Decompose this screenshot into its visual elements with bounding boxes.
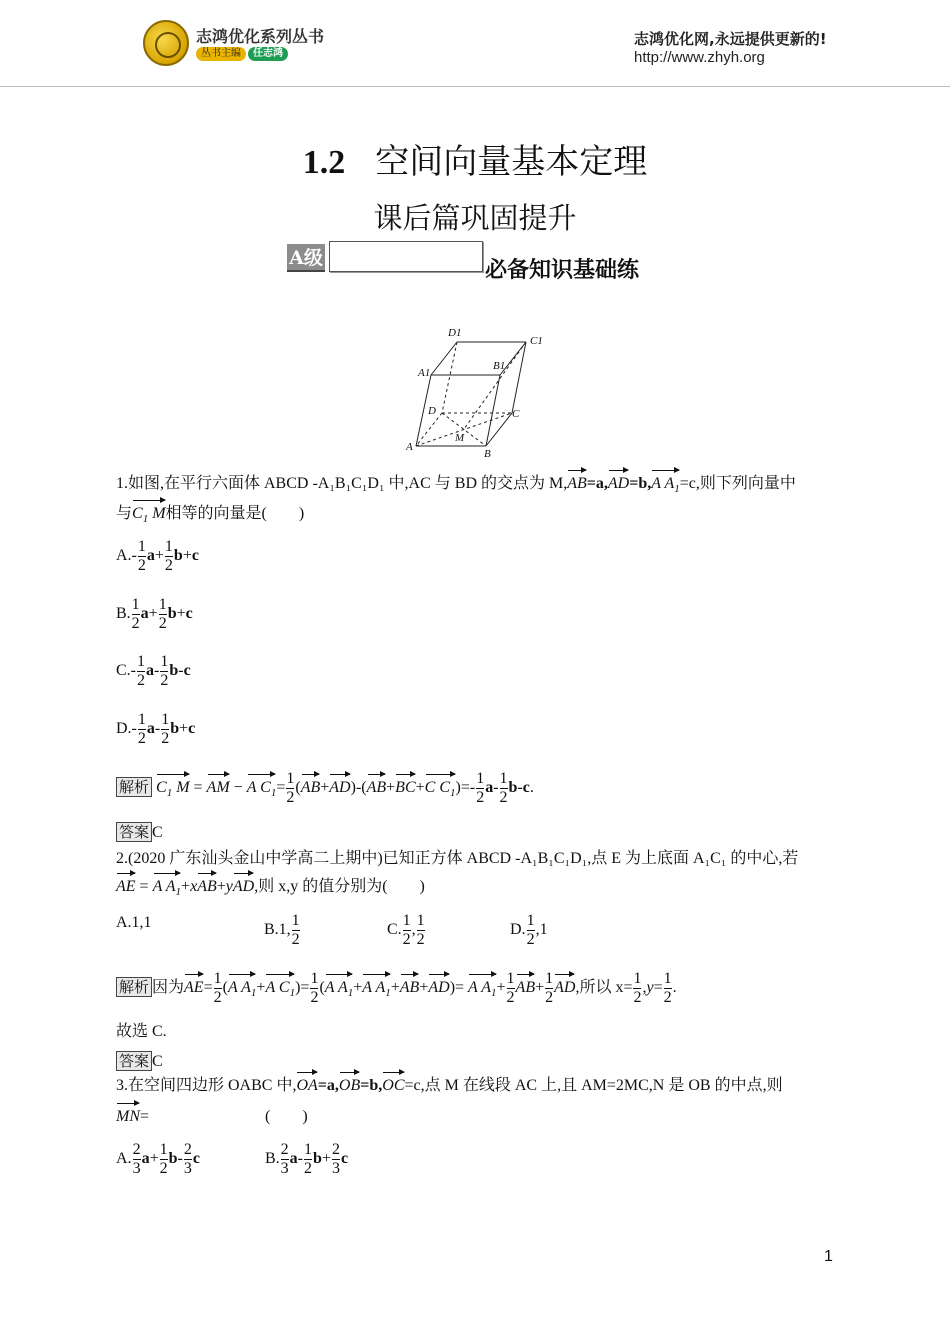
q2-option-b[interactable]: B.1, $\frac{1}{2}$: [264, 912, 300, 948]
q2-analysis-lead: 因为: [152, 979, 185, 997]
q1-answer-value: C: [152, 824, 163, 841]
brand-name: 志鸿优化系列丛书: [196, 27, 325, 46]
q3-answer-paren: ( ): [265, 1108, 308, 1125]
q1-option-d-label: D.-: [116, 720, 137, 738]
q3-stem-b: =a,: [317, 1077, 339, 1094]
q3-stem-e: =: [140, 1108, 150, 1125]
q2-option-d-label: D.: [510, 921, 526, 939]
q3-stem-c: =b,: [360, 1077, 383, 1094]
label-d: D: [428, 405, 436, 417]
header-divider: [0, 86, 950, 87]
level-box: [329, 241, 483, 272]
q1-option-b-label: B.: [116, 605, 131, 623]
q1-option-a-label: A.-: [116, 547, 137, 565]
editor-name: 任志鸿: [248, 47, 288, 61]
level-title: 必备知识基础练: [485, 258, 640, 283]
q1-answer-tag: 答案: [116, 822, 152, 842]
section-number: 1.2: [302, 144, 346, 181]
label-b: B: [484, 448, 491, 460]
q3-stem-line2: MN=: [116, 1106, 149, 1128]
q2-answer-tag: 答案: [116, 1051, 152, 1071]
page-subtitle: 课后篇巩固提升: [373, 201, 577, 235]
q1-analysis-tag: 解析: [116, 777, 152, 797]
q2-conclusion: 故选 C.: [116, 1023, 167, 1040]
q2-option-c[interactable]: C. $\frac{1}{2}$ , $\frac{1}{2}$: [387, 912, 425, 948]
q2-option-a[interactable]: A.1,1: [116, 914, 152, 931]
page-title: [0, 134, 950, 183]
q1-option-c[interactable]: C.- $\frac{1}{2}$ a- $\frac{1}{2}$ b-c: [116, 653, 191, 689]
q1-option-d[interactable]: D.- $\frac{1}{2}$ a- $\frac{1}{2}$ b+c: [116, 711, 196, 747]
q1-stem-b: =a,: [586, 475, 608, 492]
q1-stem-line2-b: 相等的向量是( ): [165, 505, 305, 522]
label-c1: C1: [530, 335, 543, 347]
q1-stem-a: 1.如图,在平行六面体 ABCD -A₁B₁C₁D₁ 中,AC 与 BD 的交点为 M,: [116, 475, 568, 492]
editor-label: 丛书主编: [196, 47, 246, 61]
q2-stem-line1: 2.(2020 广东汕头金山中学高二上期中)已知正方体 ABCD -A₁B₁C₁D₁,点 E 为上底面 A₁C₁ 的中心,若: [116, 850, 799, 867]
q3-option-a-label: A.: [116, 1150, 132, 1168]
q1-option-c-label: C.-: [116, 662, 136, 680]
q2-analysis: 解析 因为AE= $\frac{1}{2}$ (A $A_1+A$ $C_1)=$ $\frac{1}{2}$ (A $A_1+A$ $A_1+AB+AD)= A$ $A_1+$ $\frac{1}{2}$ AB+ $\frac{1}{2}$ AD,所以 x= $\frac{1}{2}$ ,y= $\frac{1}{2}$ .: [116, 970, 677, 1007]
q1-analysis: 解析 $C_1$ M = AM − A $C_1=$ $\frac{1}{2}$ (AB+AD)-(AB+BC+C $C_1)=-$ $\frac{1}{2}$ a- $\frac{1}{2}$ b-c.: [116, 770, 534, 807]
parallelepiped-figure: [400, 322, 550, 462]
q2-analysis-tag: 解析: [116, 977, 152, 997]
q2-stem-line2: AE = A $A_1+xAB+yAD$,则 x,y 的值分别为( ): [116, 876, 425, 903]
q1-answer: [116, 821, 163, 844]
label-a: A: [406, 441, 413, 453]
label-m: M: [455, 432, 465, 444]
label-c: C: [512, 408, 520, 420]
page-number: 1: [824, 1248, 833, 1265]
q1-stem-c: =b,: [629, 475, 652, 492]
q1-stem-line2: 与$C_1$ M相等的向量是( ): [116, 503, 304, 530]
q1-stem-line1: 1.如图,在平行六面体 ABCD -A₁B₁C₁D₁ 中,AC 与 BD 的交点为 M,AB=a,AD=b,A $A_1=c$,则下列向量中: [116, 473, 796, 500]
q2-stem-b: ,则 x,y 的值分别为( ): [254, 878, 425, 895]
section-title: 空间向量基本定理: [375, 142, 648, 182]
q3-stem-line1: 3.在空间四边形 OABC 中,OA=a,OB=b,OC=c,点 M 在线段 AC 上,且 AM=2MC,N 是 OB 的中点,则: [116, 1075, 783, 1097]
q2-answer-value: C: [152, 1053, 163, 1070]
q2-option-c-label: C.: [387, 921, 402, 939]
q3-option-b[interactable]: B. $\frac{2}{3}$ a- $\frac{1}{2}$ b+ $\frac{2}{3}$ c: [265, 1141, 349, 1177]
q1-option-a[interactable]: A.- $\frac{1}{2}$ a+ $\frac{1}{2}$ b+c: [116, 538, 199, 574]
publisher-logo: [143, 20, 189, 66]
q2-answer: [116, 1050, 163, 1073]
q3-option-b-label: B.: [265, 1150, 280, 1168]
q1-stem-line2-a: 与: [116, 505, 133, 522]
q3-stem-d: =c,点 M 在线段 AC 上,且 AM=2MC,N 是 OB 的中点,则: [404, 1077, 783, 1094]
header-slogan: 志鸿优化网,永远提供更新的!: [634, 30, 827, 48]
label-a1: A1: [418, 367, 431, 379]
q1-option-b[interactable]: B. $\frac{1}{2}$ a+ $\frac{1}{2}$ b+c: [116, 596, 193, 632]
q3-stem-a: 3.在空间四边形 OABC 中,: [116, 1077, 297, 1094]
editor-pill: [196, 47, 288, 61]
q2-option-d[interactable]: D. $\frac{1}{2}$ ,1: [510, 912, 548, 948]
level-badge: A级: [287, 244, 325, 272]
q1-stem-d: =c,则下列向量中: [679, 475, 796, 492]
q2-option-b-label: B.1,: [264, 921, 291, 939]
label-d1: D1: [448, 327, 462, 339]
header-url[interactable]: http://www.zhyh.org: [634, 49, 765, 66]
label-b1: B1: [493, 360, 506, 372]
q2-analysis-tail: ,所以 x=: [575, 979, 633, 997]
q3-option-a[interactable]: A. $\frac{2}{3}$ a+ $\frac{1}{2}$ b- $\frac{2}{3}$ c: [116, 1141, 200, 1177]
